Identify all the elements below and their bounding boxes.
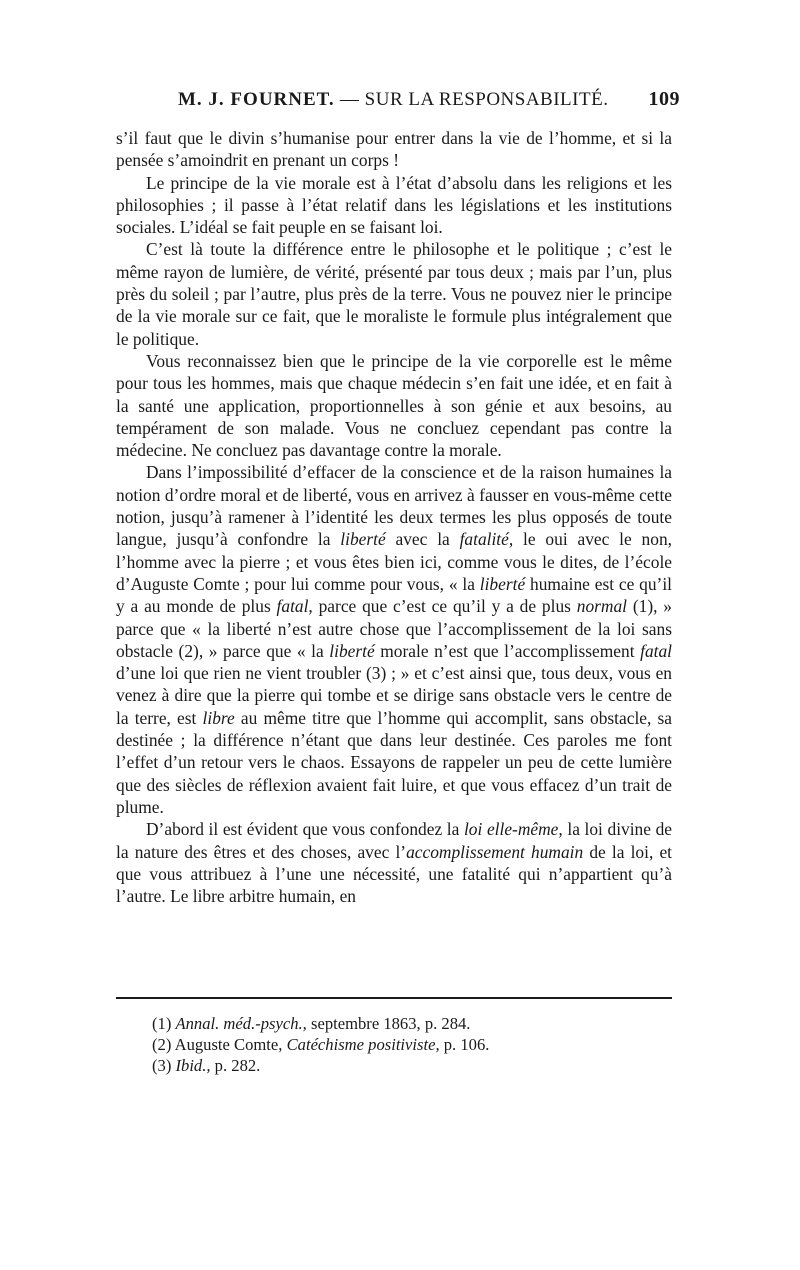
text-run: p. 282. [210, 1056, 261, 1075]
text-run: morale n’est que l’accomplissement [374, 640, 641, 661]
text-run: parce que c’est ce qu’il y a de plus [312, 596, 577, 617]
paragraph [116, 238, 672, 349]
text-run: avec la [385, 529, 460, 550]
body-text [116, 127, 672, 907]
text-run: le oui avec le non, l’homme avec la pierre ; et vous êtes bien ici, comme vous le dites, de l’école d’Auguste Comte ; pour lui comme pour vous, « la [116, 529, 672, 594]
italic-text: Annal. méd.-psych., [175, 1014, 307, 1033]
paragraph [116, 127, 672, 172]
italic-text: fatal, [276, 596, 313, 617]
text-run: d’une loi que rien ne vient troubler (3) ; » et c’est ainsi que, tous deux, vous en venez à dire que la pierre qui tombe et se dirige sans obstacle vers le centre de la terre, est [116, 663, 672, 728]
paragraph [116, 461, 672, 818]
italic-text: loi elle-même, [463, 819, 563, 840]
running-header [178, 88, 680, 111]
text-run: (2) Auguste Comte, [152, 1035, 287, 1054]
footnote [152, 1055, 672, 1076]
paragraph [116, 350, 672, 461]
paragraph [116, 818, 672, 907]
footnotes [152, 1013, 672, 1076]
text-run: Dans l’impossibilité d’effacer de la conscience et de la raison humaines la notion d’ordre moral et de liberté, vous en arrivez à fausser en vous-même cette notion, jusqu’à ramener à l’identité les deux termes les plus opposés de toute langue, jusqu’à confondre la [116, 462, 672, 550]
text-run: humaine est ce qu’il y a au monde de plus [116, 573, 672, 617]
italic-text: libre [202, 707, 235, 728]
text-run: de la loi, et que vous attribuez à l’une une nécessité, une fatalité qui n’appartient qu’à l’autre. Le libre arbitre humain, en [116, 841, 672, 907]
italic-text: liberté [340, 529, 386, 550]
text-run: C’est là toute la différence entre le philosophe et le politique ; c’est le même rayon de lumière, de vérité, présenté par tous deux ; mais par l’un, plus près du soleil ; par l’autre, plus près de la terre. Vous ne pouvez nier le principe de la vie morale sur ce fait, que le moraliste le formule plus intégralement que le politique. [116, 239, 672, 349]
text-run: (3) [152, 1056, 176, 1075]
footnote-rule [116, 997, 672, 999]
header-title: — SUR LA RESPONSABILITÉ. [339, 89, 609, 110]
text-run: (1) [152, 1014, 176, 1033]
text-run: septembre 1863, p. 284. [306, 1014, 471, 1033]
italic-text: Catéchisme positiviste, [286, 1035, 440, 1054]
italic-text: fatal [640, 640, 673, 661]
italic-text: liberté [329, 640, 375, 661]
footnote [152, 1013, 672, 1034]
text-run: s’il faut que le divin s’humanise pour entrer dans la vie de l’homme, et si la pensée s’amoindrit en prenant un corps ! [116, 128, 672, 171]
italic-text: Ibid., [175, 1056, 211, 1075]
text-run: Vous reconnaissez bien que le principe de la vie corporelle est le même pour tous les hommes, mais que chaque médecin s’en fait une idée, et en fait à la santé une application, proportionnelles à son génie et aux besoins, au tempérament de son malade. Vous ne concluez cependant pas contre la médecine. Ne concluez pas davantage contre la morale. [116, 350, 672, 461]
text-run: la loi divine de la nature des êtres et des choses, avec l’ [116, 819, 672, 862]
footnote [152, 1034, 672, 1055]
text-run: D’abord il est évident que vous confondez la [146, 819, 464, 840]
text-run: p. 106. [439, 1035, 490, 1054]
italic-text: fatalité, [459, 529, 514, 550]
text-run: (1), » parce que « la liberté n’est autre chose que l’accomplissement de la loi sans obstacle (2), » parce que « la [116, 596, 672, 661]
header-author: M. J. FOURNET. [178, 89, 335, 110]
paragraph [116, 172, 672, 239]
text-run: Le principe de la vie morale est à l’état d’absolu dans les religions et les philosophies ; il passe à l’état relatif dans les législations et les institutions sociales. L’idéal se fait peuple en se faisant loi. [116, 172, 672, 238]
text-run: au même titre que l’homme qui accomplit, sans obstacle, sa destinée ; la différence n’étant que dans leur destinée. Ces paroles me font l’effet d’un retour vers le chaos. Essayons de rappeler un peu de cette lumière que des siècles de réflexion avaient fait luire, et que vous effacez d’un trait de plume. [116, 707, 672, 817]
italic-text: normal [576, 596, 627, 617]
italic-text: liberté [479, 573, 526, 594]
italic-text: accomplissement humain [406, 841, 584, 862]
page-number: 109 [648, 88, 680, 110]
